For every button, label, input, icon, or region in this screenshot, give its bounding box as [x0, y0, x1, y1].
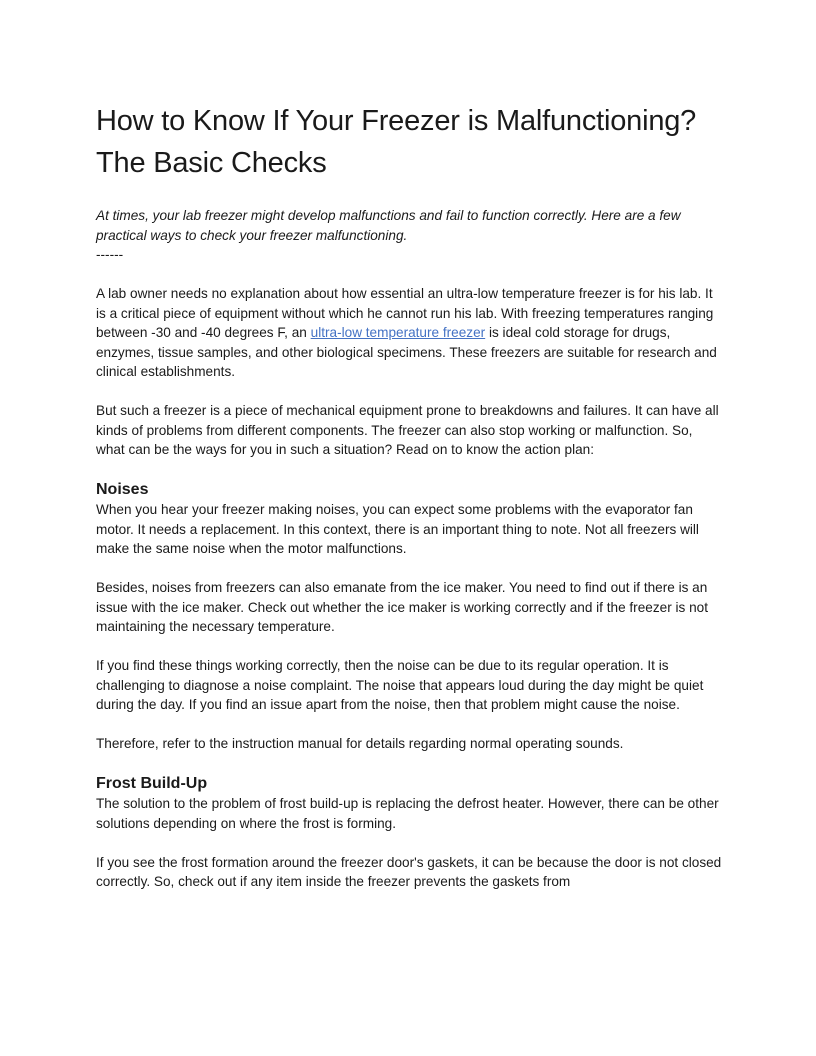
noises-paragraph-4: Therefore, refer to the instruction manual for details regarding normal operating sounds. [96, 736, 624, 751]
noises-paragraph-3: If you find these things working correctly, then the noise can be due to its regular operation. It is challenging to diagnose a noise complaint. The noise that appears loud during the day might be quiet during the day. If you find an issue apart from the noise, then that problem might cause the noise. [96, 658, 704, 712]
noises-paragraph-1: When you hear your freezer making noises, you can expect some problems with the evaporator fan motor. It needs a replacement. In this context, there is an important thing to note. Not all freezers will make the same noise when the motor malfunctions. [96, 502, 699, 556]
frost-paragraph-2: If you see the frost formation around the freezer door's gaskets, it can be because the door is not closed correctly. So, check out if any item inside the freezer prevents the gaskets from [96, 854, 722, 889]
section-heading-noises: Noises [96, 481, 149, 498]
page-title: How to Know If Your Freezer is Malfunctioning? The Basic Checks [96, 105, 697, 179]
body-paragraph-2: But such a freezer is a piece of mechanical equipment prone to breakdowns and failures. It can have all kinds of problems from different components. The freezer can also stop working or malfunction. So, what can be the ways for you in such a situation? Read on to know the action plan: [96, 403, 719, 457]
separator-dashes: ------ [96, 247, 124, 262]
p1-text-after-link: is ideal cold storage for drugs, enzymes, tissue samples, and other biological specimens. These freezers are suitable for research and clinical establishments. [96, 325, 717, 379]
ultra-low-freezer-link[interactable]: ultra-low temperature freezer [310, 325, 486, 340]
frost-paragraph-1: The solution to the problem of frost build-up is replacing the defrost heater. However, there can be other solutions depending on where the frost is forming. [96, 796, 719, 831]
document-page [96, 100, 724, 911]
p1-text-before-link: A lab owner needs no explanation about how essential an ultra-low temperature freezer is for his lab. It is a critical piece of equipment without which he cannot run his lab. With freezing temperatures ranging between -30 and -40 degrees F, an [96, 286, 714, 340]
body-paragraph-1 [96, 284, 724, 382]
noises-paragraph-2: Besides, noises from freezers can also emanate from the ice maker. You need to find out if there is an issue with the ice maker. Check out whether the ice maker is working correctly and if the freezer is not maintaining the necessary temperature. [96, 580, 708, 634]
section-heading-frost-build-up: Frost Build-Up [96, 775, 208, 792]
intro-paragraph: At times, your lab freezer might develop malfunctions and fail to function correctly. Here are a few practical ways to check your freezer malfunctioning. [96, 208, 681, 243]
